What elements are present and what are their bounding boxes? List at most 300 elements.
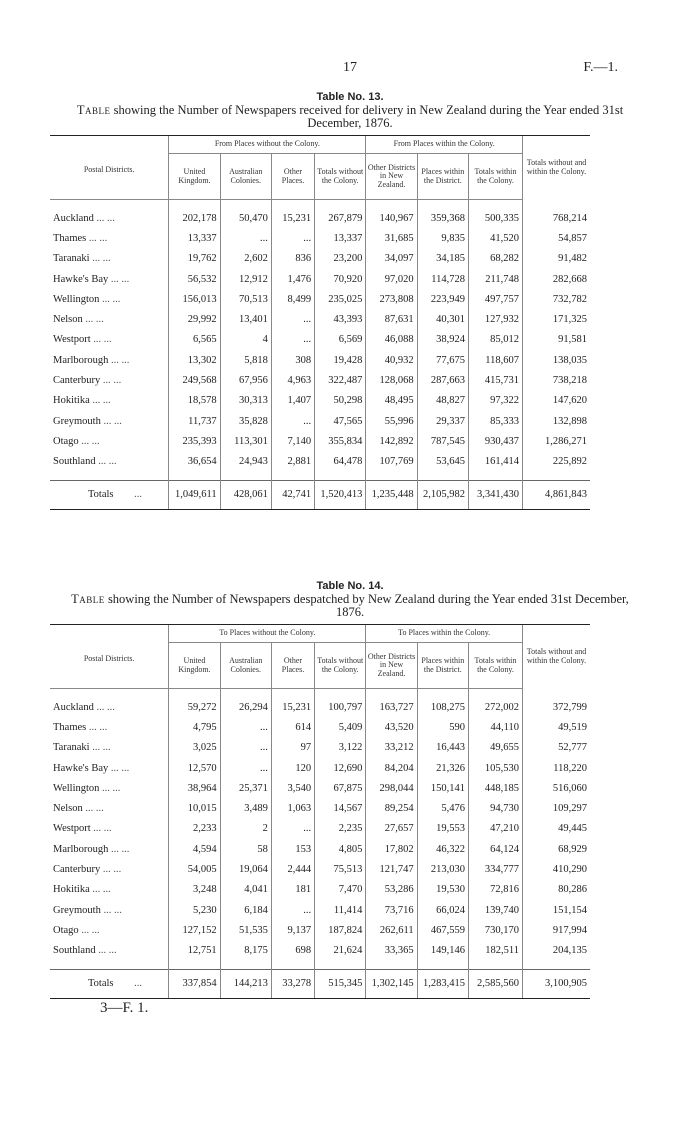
value-cell-other: ... xyxy=(271,228,314,248)
value-cell-tw: 100,797 xyxy=(315,697,366,717)
value-cell-aus: 24,943 xyxy=(220,452,271,472)
district-name: Marlborough xyxy=(53,354,109,366)
total-cell-gt: 3,100,905 xyxy=(522,969,590,998)
value-cell-ti: 161,414 xyxy=(468,452,522,472)
header-other-districts: Other Districts in New Zealand. xyxy=(366,643,417,689)
value-cell-gt: 49,445 xyxy=(522,819,590,839)
value-cell-other: 1,476 xyxy=(271,269,314,289)
district-cell xyxy=(50,391,169,411)
value-cell-uk: 19,762 xyxy=(169,249,220,269)
value-cell-pw: 40,301 xyxy=(417,309,468,329)
leader-dots: ... ... xyxy=(110,762,130,774)
value-cell-gt: 225,892 xyxy=(522,452,590,472)
value-cell-tw: 187,824 xyxy=(315,920,366,940)
table-row xyxy=(50,941,590,961)
total-cell-od: 1,302,145 xyxy=(366,969,417,998)
table-row xyxy=(50,452,590,472)
district-name: Thames xyxy=(53,232,87,244)
value-cell-other: 9,137 xyxy=(271,920,314,940)
value-cell-uk: 3,248 xyxy=(169,880,220,900)
district-cell xyxy=(50,249,169,269)
value-cell-pw: 46,322 xyxy=(417,839,468,859)
value-cell-tw: 67,875 xyxy=(315,778,366,798)
leader-dots: ... ... xyxy=(102,375,122,387)
value-cell-ti: 448,185 xyxy=(468,778,522,798)
district-cell xyxy=(50,798,169,818)
value-cell-ti: 182,511 xyxy=(468,941,522,961)
header-totals-without: Totals without the Colony. xyxy=(315,643,366,689)
district-cell xyxy=(50,900,169,920)
value-cell-od: 128,068 xyxy=(366,370,417,390)
value-cell-ti: 500,335 xyxy=(468,208,522,228)
value-cell-ti: 497,757 xyxy=(468,289,522,309)
value-cell-gt: 204,135 xyxy=(522,941,590,961)
value-cell-aus: 8,175 xyxy=(220,941,271,961)
total-cell-other: 42,741 xyxy=(271,480,314,509)
value-cell-pw: 149,146 xyxy=(417,941,468,961)
total-cell-aus: 428,061 xyxy=(220,480,271,509)
value-cell-od: 89,254 xyxy=(366,798,417,818)
district-cell xyxy=(50,859,169,879)
value-cell-uk: 29,992 xyxy=(169,309,220,329)
value-cell-aus: 51,535 xyxy=(220,920,271,940)
totals-label-cell xyxy=(50,480,169,509)
district-cell xyxy=(50,411,169,431)
leader-dots: ... ... xyxy=(96,212,115,224)
value-cell-od: 262,611 xyxy=(366,920,417,940)
value-cell-gt: 1,286,271 xyxy=(522,431,590,451)
value-cell-aus: 19,064 xyxy=(220,859,271,879)
value-cell-od: 107,769 xyxy=(366,452,417,472)
leader-dots: ... ... xyxy=(92,395,111,407)
header-postal-districts: Postal Districts. xyxy=(50,136,169,200)
value-cell-aus: 70,513 xyxy=(220,289,271,309)
value-cell-gt: 768,214 xyxy=(522,208,590,228)
value-cell-od: 48,495 xyxy=(366,391,417,411)
total-cell-tw: 515,345 xyxy=(315,969,366,998)
header-other-places: Other Places. xyxy=(271,154,314,200)
page-reference: F.—1. xyxy=(583,60,618,75)
value-cell-pw: 66,024 xyxy=(417,900,468,920)
value-cell-other: 181 xyxy=(271,880,314,900)
value-cell-aus: 26,294 xyxy=(220,697,271,717)
value-cell-od: 34,097 xyxy=(366,249,417,269)
leader-dots: ... ... xyxy=(102,293,121,305)
value-cell-tw: 13,337 xyxy=(315,228,366,248)
district-name: Canterbury xyxy=(53,375,101,387)
value-cell-od: 27,657 xyxy=(366,819,417,839)
value-cell-uk: 12,570 xyxy=(169,758,220,778)
table-row xyxy=(50,920,590,940)
district-name: Southland xyxy=(53,456,96,468)
table-13 xyxy=(50,135,590,510)
value-cell-ti: 127,932 xyxy=(468,309,522,329)
value-cell-tw: 355,834 xyxy=(315,431,366,451)
value-cell-od: 142,892 xyxy=(366,431,417,451)
value-cell-pw: 48,827 xyxy=(417,391,468,411)
value-cell-tw: 235,025 xyxy=(315,289,366,309)
district-cell xyxy=(50,228,169,248)
total-cell-ti: 2,585,560 xyxy=(468,969,522,998)
value-cell-gt: 732,782 xyxy=(522,289,590,309)
value-cell-tw: 50,298 xyxy=(315,391,366,411)
district-name: Hawke's Bay xyxy=(53,273,109,285)
value-cell-ti: 930,437 xyxy=(468,431,522,451)
value-cell-ti: 211,748 xyxy=(468,269,522,289)
value-cell-other: 1,407 xyxy=(271,391,314,411)
value-cell-pw: 16,443 xyxy=(417,738,468,758)
header-australian-colonies: Australian Colonies. xyxy=(220,154,271,200)
totals-label-cell xyxy=(50,969,169,998)
value-cell-tw: 19,428 xyxy=(315,350,366,370)
district-name: Nelson xyxy=(53,314,83,326)
table-row xyxy=(50,697,590,717)
value-cell-other: 698 xyxy=(271,941,314,961)
district-name: Wellington xyxy=(53,293,100,305)
value-cell-tw: 7,470 xyxy=(315,880,366,900)
value-cell-tw: 11,414 xyxy=(315,900,366,920)
total-cell-tw: 1,520,413 xyxy=(315,480,366,509)
leader-dots: ... ... xyxy=(93,823,112,835)
value-cell-aus: 12,912 xyxy=(220,269,271,289)
district-name: Otago xyxy=(53,435,79,447)
total-cell-gt: 4,861,843 xyxy=(522,480,590,509)
value-cell-ti: 272,002 xyxy=(468,697,522,717)
leader-dots: ... ... xyxy=(85,314,104,326)
value-cell-gt: 91,581 xyxy=(522,330,590,350)
leader-dots: ... xyxy=(134,489,143,501)
district-cell xyxy=(50,697,169,717)
district-cell xyxy=(50,920,169,940)
value-cell-other: 8,499 xyxy=(271,289,314,309)
value-cell-gt: 372,799 xyxy=(522,697,590,717)
value-cell-uk: 11,737 xyxy=(169,411,220,431)
value-cell-uk: 235,393 xyxy=(169,431,220,451)
value-cell-pw: 34,185 xyxy=(417,249,468,269)
header-places-within-district: Places within the District. xyxy=(417,154,468,200)
leader-dots: ... ... xyxy=(88,232,108,244)
value-cell-other: 3,540 xyxy=(271,778,314,798)
total-cell-other: 33,278 xyxy=(271,969,314,998)
leader-dots: ... ... xyxy=(92,884,111,896)
value-cell-other: ... xyxy=(271,900,314,920)
value-cell-aus: 13,401 xyxy=(220,309,271,329)
district-cell xyxy=(50,819,169,839)
value-cell-aus: ... xyxy=(220,738,271,758)
leader-dots: ... ... xyxy=(103,904,122,916)
value-cell-od: 31,685 xyxy=(366,228,417,248)
value-cell-ti: 72,816 xyxy=(468,880,522,900)
value-cell-uk: 127,152 xyxy=(169,920,220,940)
leader-dots: ... ... xyxy=(102,864,122,876)
value-cell-od: 298,044 xyxy=(366,778,417,798)
value-cell-tw: 12,690 xyxy=(315,758,366,778)
value-cell-ti: 85,333 xyxy=(468,411,522,431)
total-cell-uk: 1,049,611 xyxy=(169,480,220,509)
value-cell-tw: 21,624 xyxy=(315,941,366,961)
value-cell-ti: 49,655 xyxy=(468,738,522,758)
value-cell-tw: 4,805 xyxy=(315,839,366,859)
value-cell-other: 614 xyxy=(271,717,314,737)
table-row xyxy=(50,350,590,370)
value-cell-gt: 151,154 xyxy=(522,900,590,920)
value-cell-aus: ... xyxy=(220,717,271,737)
value-cell-other: 836 xyxy=(271,249,314,269)
district-name: Taranaki xyxy=(53,742,90,754)
value-cell-od: 84,204 xyxy=(366,758,417,778)
caption-lead: Table xyxy=(76,103,111,117)
value-cell-gt: 171,325 xyxy=(522,309,590,329)
value-cell-tw: 2,235 xyxy=(315,819,366,839)
value-cell-uk: 13,302 xyxy=(169,350,220,370)
district-cell xyxy=(50,717,169,737)
value-cell-other: 308 xyxy=(271,350,314,370)
value-cell-uk: 4,795 xyxy=(169,717,220,737)
district-name: Greymouth xyxy=(53,904,101,916)
value-cell-aus: 2 xyxy=(220,819,271,839)
table-row xyxy=(50,370,590,390)
table-row xyxy=(50,269,590,289)
value-cell-other: 7,140 xyxy=(271,431,314,451)
table-row xyxy=(50,738,590,758)
value-cell-ti: 415,731 xyxy=(468,370,522,390)
total-cell-ti: 3,341,430 xyxy=(468,480,522,509)
value-cell-od: 97,020 xyxy=(366,269,417,289)
leader-dots: ... ... xyxy=(111,843,130,855)
value-cell-uk: 56,532 xyxy=(169,269,220,289)
district-name: Westport xyxy=(53,823,91,835)
value-cell-od: 33,365 xyxy=(366,941,417,961)
value-cell-pw: 213,030 xyxy=(417,859,468,879)
leader-dots: ... ... xyxy=(93,334,112,346)
header-group-within-colony: From Places within the Colony. xyxy=(366,136,523,154)
header-places-within-district: Places within the District. xyxy=(417,643,468,689)
district-name: Taranaki xyxy=(53,253,90,265)
leader-dots: ... ... xyxy=(85,803,104,815)
table-14-caption xyxy=(58,593,642,619)
value-cell-aus: 5,818 xyxy=(220,350,271,370)
totals-row xyxy=(50,969,590,998)
value-cell-uk: 249,568 xyxy=(169,370,220,390)
value-cell-pw: 38,924 xyxy=(417,330,468,350)
table-row xyxy=(50,758,590,778)
value-cell-uk: 202,178 xyxy=(169,208,220,228)
caption-text: showing the Number of Newspapers despatched by New Zealand during the Year ended 31st December, 1876. xyxy=(104,592,629,619)
value-cell-aus: 3,489 xyxy=(220,798,271,818)
district-cell xyxy=(50,941,169,961)
value-cell-aus: ... xyxy=(220,228,271,248)
value-cell-aus: 35,828 xyxy=(220,411,271,431)
table-13-caption xyxy=(58,104,642,130)
value-cell-other: 1,063 xyxy=(271,798,314,818)
header-united-kingdom: United Kingdom. xyxy=(169,643,220,689)
value-cell-pw: 590 xyxy=(417,717,468,737)
value-cell-od: 53,286 xyxy=(366,880,417,900)
value-cell-uk: 4,594 xyxy=(169,839,220,859)
leader-dots: ... ... xyxy=(98,456,117,468)
value-cell-gt: 516,060 xyxy=(522,778,590,798)
value-cell-gt: 282,668 xyxy=(522,269,590,289)
table-row xyxy=(50,431,590,451)
value-cell-od: 140,967 xyxy=(366,208,417,228)
leader-dots: ... ... xyxy=(96,701,115,713)
leader-dots: ... xyxy=(134,978,143,990)
totals-label: Totals xyxy=(88,978,114,990)
value-cell-ti: 730,170 xyxy=(468,920,522,940)
district-cell xyxy=(50,370,169,390)
value-cell-ti: 94,730 xyxy=(468,798,522,818)
header-group-without-colony: To Places without the Colony. xyxy=(169,625,366,643)
value-cell-ti: 97,322 xyxy=(468,391,522,411)
value-cell-uk: 13,337 xyxy=(169,228,220,248)
leader-dots: ... ... xyxy=(81,924,100,936)
district-name: Wellington xyxy=(53,782,100,794)
value-cell-uk: 2,233 xyxy=(169,819,220,839)
district-name: Nelson xyxy=(53,803,83,815)
value-cell-ti: 334,777 xyxy=(468,859,522,879)
value-cell-gt: 68,929 xyxy=(522,839,590,859)
leader-dots: ... ... xyxy=(110,273,130,285)
value-cell-pw: 77,675 xyxy=(417,350,468,370)
value-cell-aus: 6,184 xyxy=(220,900,271,920)
district-cell xyxy=(50,880,169,900)
value-cell-pw: 53,645 xyxy=(417,452,468,472)
value-cell-od: 273,808 xyxy=(366,289,417,309)
value-cell-ti: 47,210 xyxy=(468,819,522,839)
value-cell-pw: 19,553 xyxy=(417,819,468,839)
page-footer: 3—F. 1. xyxy=(100,1000,149,1016)
leader-dots: ... ... xyxy=(92,253,111,265)
district-name: Auckland xyxy=(53,701,94,713)
value-cell-uk: 6,565 xyxy=(169,330,220,350)
value-cell-other: 15,231 xyxy=(271,208,314,228)
district-name: Greymouth xyxy=(53,415,101,427)
value-cell-tw: 3,122 xyxy=(315,738,366,758)
value-cell-ti: 64,124 xyxy=(468,839,522,859)
value-cell-tw: 23,200 xyxy=(315,249,366,269)
value-cell-uk: 59,272 xyxy=(169,697,220,717)
header-other-places: Other Places. xyxy=(271,643,314,689)
header-united-kingdom: United Kingdom. xyxy=(169,154,220,200)
value-cell-tw: 6,569 xyxy=(315,330,366,350)
totals-row xyxy=(50,480,590,509)
district-cell xyxy=(50,452,169,472)
value-cell-uk: 156,013 xyxy=(169,289,220,309)
table-13-title: Table No. 13. xyxy=(316,91,384,103)
table-row xyxy=(50,289,590,309)
value-cell-od: 87,631 xyxy=(366,309,417,329)
value-cell-aus: 113,301 xyxy=(220,431,271,451)
value-cell-pw: 223,949 xyxy=(417,289,468,309)
district-cell xyxy=(50,289,169,309)
district-cell xyxy=(50,738,169,758)
value-cell-gt: 49,519 xyxy=(522,717,590,737)
table-14-title: Table No. 14. xyxy=(316,580,384,592)
total-cell-uk: 337,854 xyxy=(169,969,220,998)
value-cell-other: ... xyxy=(271,330,314,350)
district-name: Southland xyxy=(53,945,96,957)
value-cell-aus: 4,041 xyxy=(220,880,271,900)
value-cell-ti: 85,012 xyxy=(468,330,522,350)
value-cell-pw: 21,326 xyxy=(417,758,468,778)
leader-dots: ... ... xyxy=(92,742,111,754)
header-group-without-colony: From Places without the Colony. xyxy=(169,136,366,154)
value-cell-aus: 50,470 xyxy=(220,208,271,228)
value-cell-gt: 147,620 xyxy=(522,391,590,411)
value-cell-pw: 359,368 xyxy=(417,208,468,228)
value-cell-pw: 108,275 xyxy=(417,697,468,717)
value-cell-gt: 80,286 xyxy=(522,880,590,900)
value-cell-other: ... xyxy=(271,819,314,839)
value-cell-gt: 118,220 xyxy=(522,758,590,778)
value-cell-other: 2,881 xyxy=(271,452,314,472)
header-group-within-colony: To Places within the Colony. xyxy=(366,625,523,643)
value-cell-tw: 70,920 xyxy=(315,269,366,289)
value-cell-pw: 787,545 xyxy=(417,431,468,451)
district-cell xyxy=(50,309,169,329)
value-cell-other: 97 xyxy=(271,738,314,758)
value-cell-gt: 917,994 xyxy=(522,920,590,940)
header-postal-districts: Postal Districts. xyxy=(50,625,169,689)
value-cell-uk: 3,025 xyxy=(169,738,220,758)
district-name: Hokitika xyxy=(53,395,90,407)
value-cell-pw: 9,835 xyxy=(417,228,468,248)
value-cell-aus: 30,313 xyxy=(220,391,271,411)
value-cell-tw: 47,565 xyxy=(315,411,366,431)
value-cell-tw: 267,879 xyxy=(315,208,366,228)
value-cell-tw: 322,487 xyxy=(315,370,366,390)
value-cell-aus: 25,371 xyxy=(220,778,271,798)
leader-dots: ... ... xyxy=(98,945,117,957)
table-row xyxy=(50,859,590,879)
value-cell-gt: 109,297 xyxy=(522,798,590,818)
value-cell-uk: 10,015 xyxy=(169,798,220,818)
header-australian-colonies: Australian Colonies. xyxy=(220,643,271,689)
value-cell-other: 15,231 xyxy=(271,697,314,717)
page-number: 17 xyxy=(343,60,357,75)
value-cell-ti: 118,607 xyxy=(468,350,522,370)
value-cell-od: 33,212 xyxy=(366,738,417,758)
header-other-districts: Other Districts in New Zealand. xyxy=(366,154,417,200)
value-cell-other: ... xyxy=(271,309,314,329)
table-row xyxy=(50,391,590,411)
value-cell-other: 2,444 xyxy=(271,859,314,879)
value-cell-aus: 67,956 xyxy=(220,370,271,390)
table-row xyxy=(50,798,590,818)
table-row xyxy=(50,309,590,329)
value-cell-od: 121,747 xyxy=(366,859,417,879)
table-14 xyxy=(50,624,590,999)
district-name: Canterbury xyxy=(53,864,101,876)
district-name: Marlborough xyxy=(53,843,109,855)
total-cell-pw: 1,283,415 xyxy=(417,969,468,998)
leader-dots: ... ... xyxy=(102,782,121,794)
district-cell xyxy=(50,839,169,859)
value-cell-uk: 12,751 xyxy=(169,941,220,961)
value-cell-tw: 5,409 xyxy=(315,717,366,737)
caption-text: showing the Number of Newspapers received for delivery in New Zealand during the Year ended 31st December, 1876. xyxy=(110,103,624,130)
value-cell-gt: 738,218 xyxy=(522,370,590,390)
value-cell-pw: 287,663 xyxy=(417,370,468,390)
value-cell-od: 40,932 xyxy=(366,350,417,370)
value-cell-uk: 5,230 xyxy=(169,900,220,920)
value-cell-ti: 139,740 xyxy=(468,900,522,920)
value-cell-ti: 41,520 xyxy=(468,228,522,248)
value-cell-pw: 150,141 xyxy=(417,778,468,798)
total-cell-pw: 2,105,982 xyxy=(417,480,468,509)
caption-lead: Table xyxy=(71,592,105,606)
value-cell-aus: 4 xyxy=(220,330,271,350)
